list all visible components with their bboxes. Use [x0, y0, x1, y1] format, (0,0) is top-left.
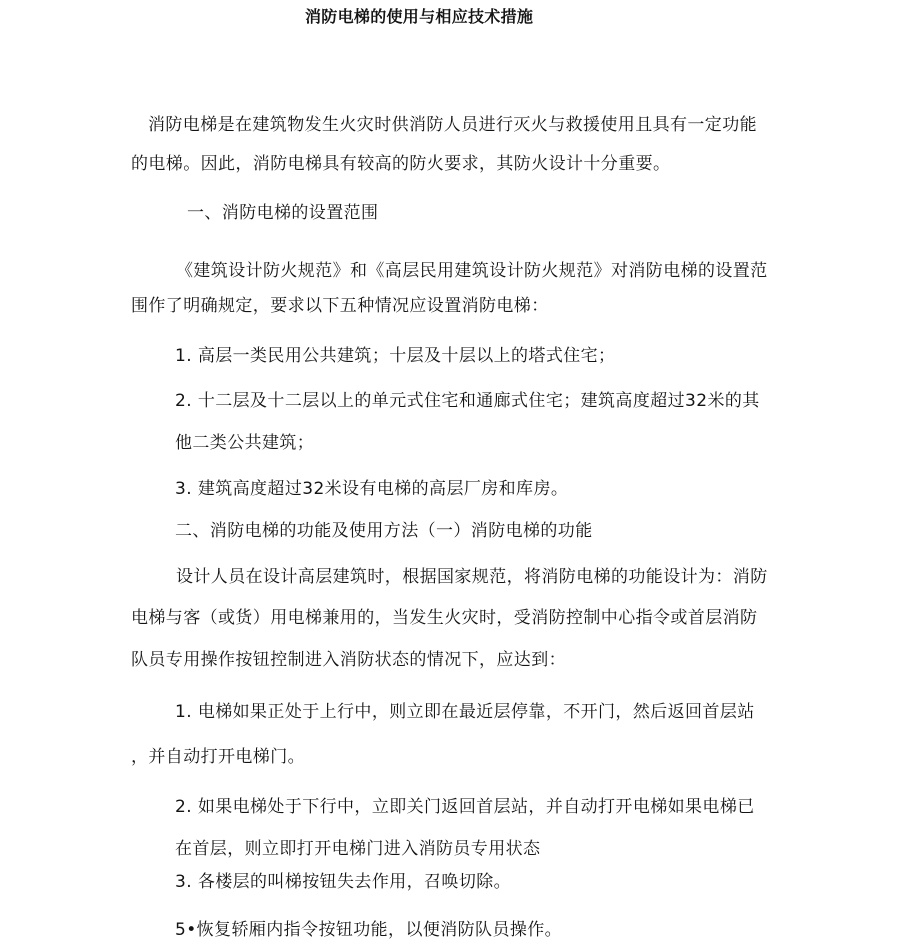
section2-list-item-2-line-2: 在首层，则立即打开电梯门进入消防员专用状态 — [175, 839, 541, 859]
section-heading-2: 二、消防电梯的功能及使用方法（一）消防电梯的功能 — [175, 521, 593, 541]
intro-line-1: 消防电梯是在建筑物发生火灾时供消防人员进行灭火与救援使用且具有一定功能 — [148, 115, 757, 135]
section1-list-item-3: 3. 建筑高度超过32米设有电梯的高层厂房和库房。 — [175, 479, 569, 499]
section2-list-item-3: 3. 各楼层的叫梯按钮失去作用，召唤切除。 — [175, 872, 512, 892]
section2-paragraph-line-2: 电梯与客（或货）用电梯兼用的，当发生火灾时，受消防控制中心指令或首层消防 — [131, 608, 758, 628]
page-title: 消防电梯的使用与相应技术措施 — [305, 7, 534, 26]
section1-list-item-1: 1. 高层一类民用公共建筑；十层及十层以上的塔式住宅； — [175, 346, 616, 366]
section1-paragraph-line-1: 《建筑设计防火规范》和《高层民用建筑设计防火规范》对消防电梯的设置范 — [176, 261, 768, 281]
section1-list-item-2-line-2: 他二类公共建筑； — [175, 433, 315, 453]
section2-list-item-1-line-1: 1. 电梯如果正处于上行中，则立即在最近层停靠，不开门，然后返回首层站 — [175, 702, 755, 722]
section2-list-item-2-line-1: 2. 如果电梯处于下行中，立即关门返回首层站，并自动打开电梯如果电梯已 — [175, 797, 755, 817]
section1-paragraph-line-2: 围作了明确规定，要求以下五种情况应设置消防电梯： — [131, 296, 549, 316]
intro-line-2: 的电梯。因此，消防电梯具有较高的防火要求，其防火设计十分重要。 — [131, 154, 671, 174]
section2-paragraph-line-1: 设计人员在设计高层建筑时，根据国家规范，将消防电梯的功能设计为：消防 — [176, 567, 768, 587]
section2-paragraph-line-3: 队员专用操作按钮控制进入消防状态的情况下，应达到： — [131, 650, 566, 670]
section1-list-item-2-line-1: 2. 十二层及十二层以上的单元式住宅和通廊式住宅；建筑高度超过32米的其 — [175, 391, 760, 411]
section2-list-item-1-line-2: ，并自动打开电梯门。 — [131, 747, 305, 767]
section-heading-1: 一、消防电梯的设置范围 — [187, 203, 379, 223]
section2-list-item-5: 5•恢复轿厢内指令按钮功能，以便消防队员操作。 — [175, 920, 563, 940]
